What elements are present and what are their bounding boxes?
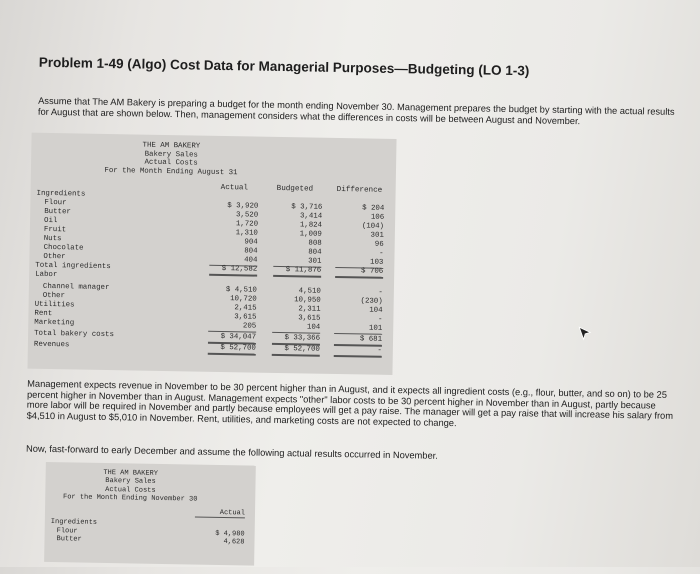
actual-cell: 3,615 [234, 313, 257, 322]
budgeted-cell: 301 [273, 257, 321, 268]
actual-cell: 1,310 [235, 229, 258, 238]
row-label: Channel manager [42, 282, 110, 293]
table-subtitle: Bakery Sales [105, 477, 156, 487]
column-header-difference: Difference [336, 185, 383, 195]
budgeted-cell: 104 [272, 323, 320, 334]
column-header-actual: Actual [195, 509, 245, 519]
row-label: Labor [35, 270, 58, 280]
actual-cell: 2,415 [234, 304, 257, 313]
problem-title: Problem 1-49 (Algo) Cost Data for Managerial Purposes—Budgeting (LO 1-3) [38, 54, 530, 79]
budgeted-cell: 2,311 [298, 305, 321, 314]
difference-cell: 103 [335, 258, 383, 269]
mouse-cursor-icon [578, 326, 592, 340]
actual-cell: 3,520 [235, 211, 259, 220]
fast-forward-paragraph: Now, fast-forward to early December and assume the following actual results occurred in November. [26, 443, 438, 461]
row-label: Butter [44, 207, 71, 217]
table-period: For the Month Ending November 30 [62, 493, 198, 504]
budgeted-cell: 804 [308, 248, 322, 257]
difference-cell: 101 [334, 324, 382, 335]
column-header-actual: Actual [220, 183, 249, 193]
budgeted-cell: $ 11,876 [273, 266, 321, 278]
row-label: Other [42, 291, 66, 301]
difference-cell: 104 [369, 306, 383, 315]
difference-cell: - [378, 288, 383, 297]
budgeted-cell: 3,414 [299, 212, 323, 221]
difference-cell: $ 706 [335, 267, 383, 279]
row-label: Other [43, 252, 66, 262]
row-label: Marketing [34, 318, 75, 328]
actual-cell: $ 3,920 [227, 202, 259, 211]
difference-cell: $ 681 [334, 335, 382, 347]
table-subtitle: Actual Costs [144, 158, 198, 168]
actual-cell: $ 4,980 [215, 529, 245, 539]
table-row [45, 526, 255, 539]
budgeted-cell: 1,009 [299, 230, 322, 239]
budgeted-cell: 808 [308, 239, 322, 248]
table-subtitle: Bakery Sales [144, 150, 198, 160]
budgeted-cell: $ 52,700 [272, 345, 320, 357]
table-period: For the Month Ending August 31 [104, 166, 238, 178]
actual-cell: 904 [244, 238, 258, 247]
difference-cell: (104) [361, 222, 385, 231]
table-company-name: THE AM BAKERY [142, 141, 201, 151]
budgeted-cell: 1,824 [299, 221, 323, 230]
row-label: Ingredients [36, 189, 86, 199]
row-label: Total ingredients [35, 261, 111, 272]
row-label: Rent [34, 309, 53, 319]
actual-cell: 804 [244, 247, 258, 256]
table-subtitle: Actual Costs [105, 485, 156, 495]
row-label: Nuts [43, 234, 62, 244]
august-cost-table [27, 133, 396, 375]
actual-cell: 205 [208, 322, 256, 333]
row-label: Fruit [43, 225, 67, 235]
actual-cell: 404 [209, 256, 257, 267]
actual-cell: 4,628 [223, 538, 245, 547]
table-row [45, 518, 255, 527]
budgeted-cell: $ 3,716 [291, 203, 323, 212]
row-label: Utilities [34, 300, 75, 310]
budgeted-cell: 4,510 [298, 287, 321, 296]
column-header-budgeted: Budgeted [276, 184, 314, 194]
difference-cell: - [379, 249, 384, 258]
row-label: Flour [44, 198, 67, 208]
difference-cell: 301 [370, 231, 384, 240]
expectations-paragraph: Management expects revenue in November to be 30 percent higher than in August, and it expects all ingredient costs (e.g., flour, butter, and so on) to be 25 percent higher in November than in August. Management expects "other" labor costs to be 30 percent higher in November than in August, partly because more labor will be required in November and partly because employees will get a pay raise. The manager will get a pay raise that will increase his salary from $4,510 in August to $5,010 in November. Rent, utilities, and marketing costs are not expected to change. [26, 378, 674, 428]
difference-cell: 106 [370, 213, 385, 222]
difference-cell: - [377, 315, 383, 324]
difference-cell: - [334, 346, 382, 358]
table-company-name: THE AM BAKERY [103, 468, 159, 478]
budgeted-cell: 10,950 [294, 296, 321, 305]
row-label: Revenues [33, 340, 70, 350]
row-label: Butter [56, 535, 82, 544]
difference-cell: $ 204 [362, 204, 385, 213]
budgeted-cell: $ 33,366 [272, 334, 320, 346]
november-cost-table [44, 462, 256, 566]
intro-paragraph: Assume that The AM Bakery is preparing a budget for the month ending November 30. Management prepares the budget by starting with the actual results for August that are shown below. Then, management considers what the differences in costs will be between August and November. [37, 95, 675, 126]
difference-cell: (230) [360, 297, 383, 306]
actual-cell: 10,720 [230, 295, 257, 304]
budgeted-cell: 3,615 [298, 314, 321, 323]
actual-cell: $ 12,582 [209, 265, 257, 277]
actual-cell: $ 4,510 [225, 286, 257, 295]
actual-cell: $ 34,047 [208, 333, 256, 345]
row-label: Oil [43, 216, 58, 226]
row-label: Chocolate [43, 243, 84, 253]
difference-cell: 96 [374, 240, 384, 249]
row-label: Flour [56, 526, 78, 536]
actual-cell: 1,720 [235, 220, 259, 229]
row-label: Total bakery costs [34, 329, 114, 340]
actual-cell: $ 52,700 [208, 344, 256, 356]
row-label: Ingredients [50, 518, 98, 527]
